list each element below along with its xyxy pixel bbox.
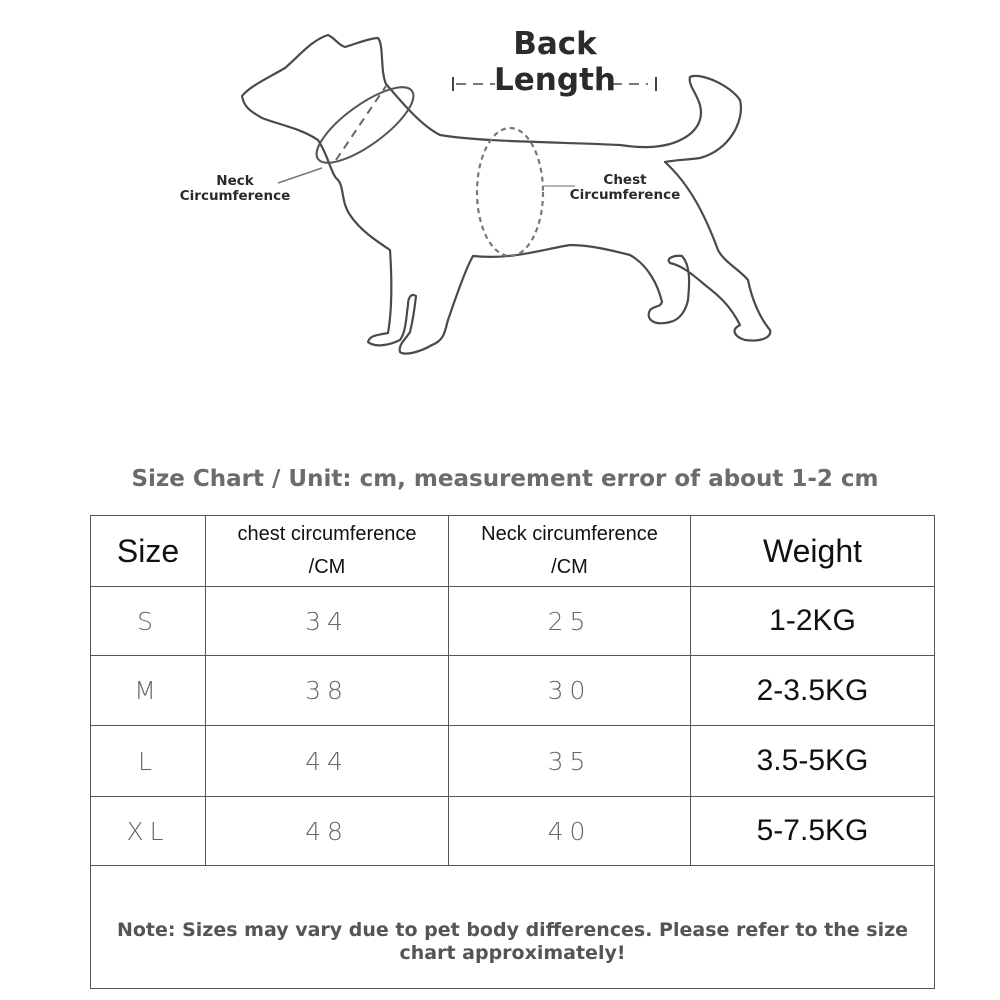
- cell-size: M: [91, 656, 206, 726]
- cell-weight: 1-2KG: [691, 587, 935, 656]
- table-row: [91, 797, 935, 866]
- cell-chest: 38: [206, 656, 449, 726]
- back-length-line2: Length: [494, 62, 616, 98]
- cell-size: XL: [91, 797, 206, 866]
- dog-measurement-diagram: [0, 0, 1000, 420]
- chest-label-line2: Circumference: [569, 187, 681, 203]
- header-size: Size: [91, 516, 206, 587]
- cell-weight: 5-7.5KG: [691, 797, 935, 866]
- cell-neck: 40: [449, 797, 691, 866]
- cell-size: L: [91, 726, 206, 797]
- header-chest: [206, 516, 449, 587]
- cell-chest: 48: [206, 797, 449, 866]
- header-neck-line1: Neck circumference: [481, 523, 658, 545]
- cell-weight: 2-3.5KG: [691, 656, 935, 726]
- size-chart-table: [90, 515, 935, 989]
- cell-neck: 30: [449, 656, 691, 726]
- size-note: Note: Sizes may vary due to pet body differences. Please refer to the size chart approximately!: [91, 866, 935, 989]
- chest-circumference-label: [560, 173, 690, 203]
- neck-label-line2: Circumference: [179, 188, 291, 204]
- cell-weight: 3.5-5KG: [691, 726, 935, 797]
- chest-label-line1: Chest: [603, 172, 647, 188]
- table-row: [91, 656, 935, 726]
- table-header-row: [91, 516, 935, 587]
- table-row: [91, 587, 935, 656]
- back-length-line1: Back: [513, 26, 597, 62]
- size-chart-title: Size Chart / Unit: cm, measurement error of about 1-2 cm: [131, 466, 879, 492]
- neck-circumference-label: [170, 174, 300, 204]
- header-neck-unit: /CM: [551, 556, 588, 578]
- back-length-label: [470, 26, 640, 98]
- cell-chest: 34: [206, 587, 449, 656]
- neck-label-line1: Neck: [216, 173, 254, 189]
- header-neck: [449, 516, 691, 587]
- cell-size: S: [91, 587, 206, 656]
- header-chest-unit: /CM: [308, 556, 346, 578]
- cell-neck: 25: [449, 587, 691, 656]
- header-weight: Weight: [691, 516, 935, 587]
- cell-neck: 35: [449, 726, 691, 797]
- table-row: [91, 726, 935, 797]
- header-chest-line1: chest circumference: [237, 523, 417, 545]
- cell-chest: 44: [206, 726, 449, 797]
- note-row: [91, 866, 935, 989]
